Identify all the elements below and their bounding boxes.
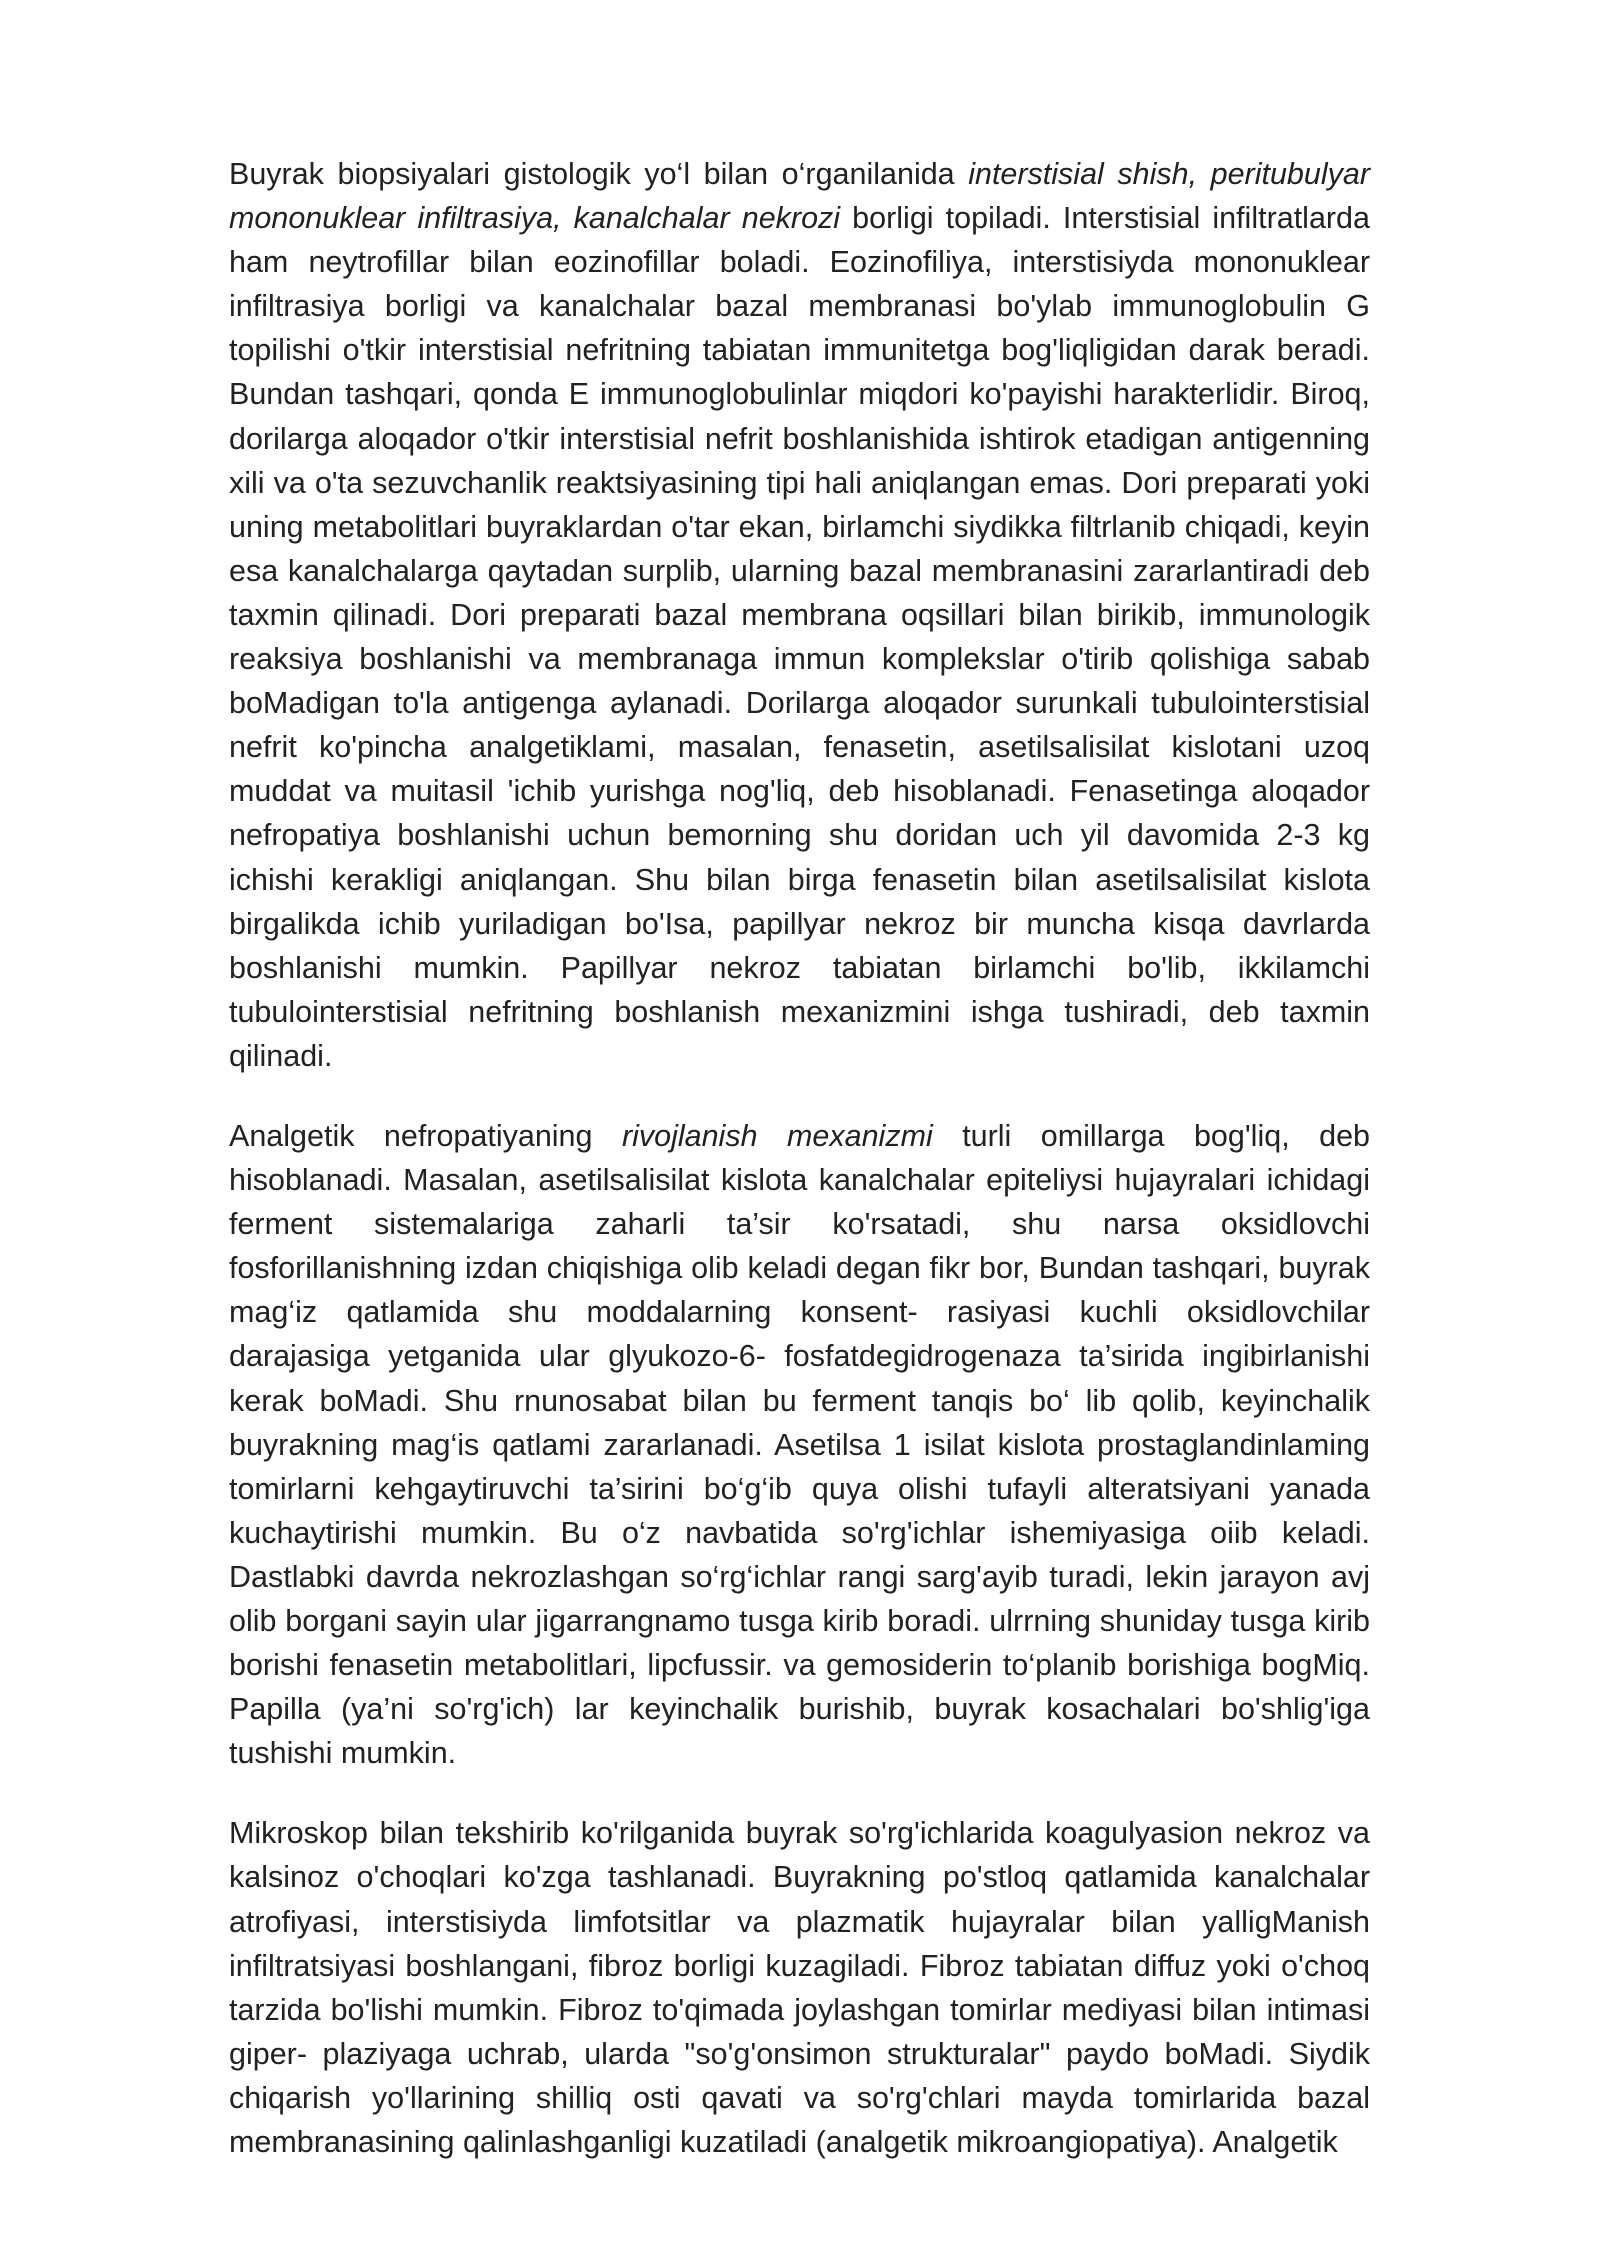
paragraph-1 — [229, 152, 1370, 1078]
paragraph-1-italic-terms: interstisial shish, peritubulyar mononuklear infiltrasiya, kanalchalar nekrozi — [229, 157, 1370, 236]
paragraph-1-text-1: Buyrak biopsiyalari gistologik yo‘l bilan o‘rganilanida — [229, 157, 969, 191]
paragraph-1-text-2: borligi topiladi. Interstisial infiltratlarda ham neytrofillar bilan eozinofillar boladi. Eozinofiliya, interstisiyda mononuklear infiltrasiya borligi va kanalchalar bazal membranasi bo'ylab immunoglobulin G topilishi o'tkir interstisial nefritning tabiatan immunitetga bog'liqligidan darak beradi. Bundan tashqari, qonda E immunoglobulinlar miqdori ko'payishi harakterlidir. Biroq, dorilarga aloqador o'tkir interstisial nefrit boshlanishida ishtirok etadigan antigenning xili va o'ta sezuvchanlik reaktsiyasining tipi hali aniqlangan emas. Dori preparati yoki uning metabolitlari buyraklardan o'tar ekan, birlamchi siydikka filtrlanib chiqadi, keyin esa kanalchalarga qaytadan surplib, ularning bazal membranasini zararlantiradi deb taxmin qilinadi. Dori preparati bazal membrana oqsillari bilan birikib, immunologik reaksiya boshlanishi va membranaga immun komplekslar o'tirib qolishiga sabab boMadigan to'la antigenga aylanadi. Dorilarga aloqador surunkali tubulointerstisial nefrit ko'pincha analgetiklami, masalan, fenasetin, asetilsalisilat kislotani uzoq muddat va muitasil 'ichib yurishga nog'liq, deb hisoblanadi. Fenasetinga aloqador nefropatiya boshlanishi uchun bemorning shu doridan uch yil davomida 2-3 kg ichishi kerakligi aniqlangan. Shu bilan birga fenasetin bilan asetilsalisilat kislota birgalikda ichib yuriladigan bo'Isa, papillyar nekroz bir muncha kisqa davrlarda boshlanishi mumkin. Papillyar nekroz tabiatan birlamchi bo'lib, ikkilamchi tubulointerstisial nefritning boshlanish mexanizmini ishga tushiradi, deb taxmin qilinadi. — [229, 201, 1370, 1073]
paragraph-2 — [229, 1114, 1370, 1775]
paragraph-2-text-2: turli omillarga bog'liq, deb hisoblanadi. Masalan, asetilsalisilat kislota kanalchalar epiteliysi hujayralari ichidagi ferment sistemalariga zaharli ta’sir ko'rsatadi, shu narsa oksidlovchi fosforillanishning izdan chiqishiga olib keladi degan fikr bor, Bundan tashqari, buyrak mag‘iz qatlamida shu moddalarning konsent- rasiyasi kuchli oksidlovchilar darajasiga yetganida ular glyukozo-6- fosfatdegidrogenaza ta’sirida ingibirlanishi kerak boMadi. Shu rnunosabat bilan bu ferment tanqis bo‘ lib qolib, keyinchalik buyrakning mag‘is qatlami zararlanadi. Asetilsa 1 isilat kislota prostaglandinlaming tomirlarni kehgaytiruvchi ta’sirini bo‘g‘ib quya olishi tufayli alteratsiyani yanada kuchaytirishi mumkin. Bu o‘z navbatida so'rg'ichlar ishemiyasiga oiib keladi. Dastlabki davrda nekrozlashgan so‘rg‘ichlar rangi sarg'ayib turadi, lekin jarayon avj olib borgani sayin ular jigarrangnamo tusga kirib boradi. ulrrning shuniday tusga kirib borishi fenasetin metabolitlari, lipcfussir. va gemosiderin to‘planib borishiga bogMiq. Papilla (ya’ni so'rg'ich) lar keyinchalik burishib, buyrak kosachalari bo'shlig'iga tushishi mumkin. — [229, 1118, 1370, 1771]
paragraph-3-text-1: Mikroskop bilan tekshirib ko'rilganida buyrak so'rg'ichlarida koagulyasion nekroz va kalsinoz o'choqlari ko'zga tashlanadi. Buyrakning po'stloq qatlamida kanalchalar atrofiyasi, interstisiyda limfotsitlar va plazmatik hujayralar bilan yalligManish infiltratsiyasi boshlangani, fibroz borligi kuzagiladi. Fibroz tabiatan diffuz yoki o'choq tarzida bo'lishi mumkin. Fibroz to'qimada joylashgan tomirlar mediyasi bilan intimasi giper- plaziyaga uchrab, ularda "so'g'onsimon strukturalar" paydo boMadi. Siydik chiqarish yo'llarining shilliq osti qavati va so'rg'chlari mayda tomirlarida bazal membranasining qalinlashganligi kuzatiladi (analgetik mikroangiopatiya). Analgetik — [229, 1816, 1370, 2160]
paragraph-3 — [229, 1811, 1370, 2164]
paragraph-2-italic-term: rivojlanish mexanizmi — [621, 1118, 933, 1153]
paragraph-2-text-1: Analgetik nefropatiyaning — [229, 1118, 622, 1153]
document-page — [229, 152, 1370, 2164]
